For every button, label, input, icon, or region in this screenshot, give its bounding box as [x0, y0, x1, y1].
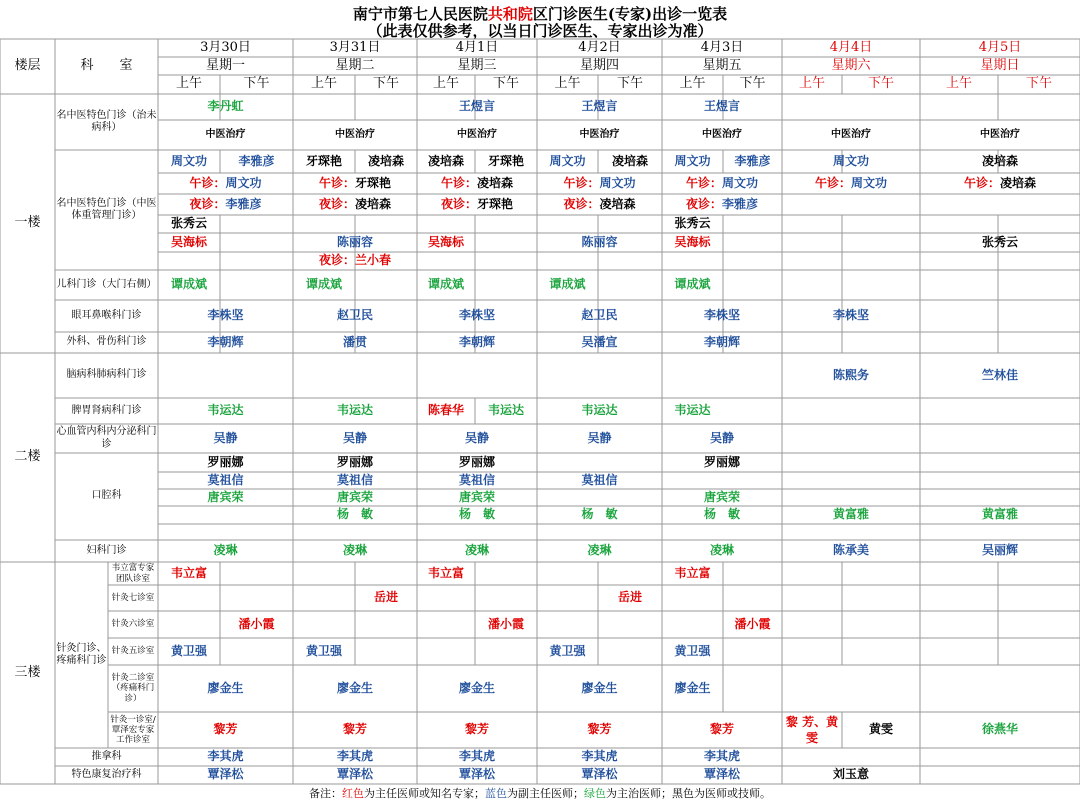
doctor-cell: 廖金生 [336, 680, 373, 695]
doctor-cell: 黎芳 [709, 722, 734, 737]
am-header: 上午 [554, 76, 581, 92]
doctor-cell: 潘小霞 [487, 616, 524, 631]
doctor-cell: 李株坚 [703, 308, 740, 323]
dept-tcm-prevention: 名中医特色门诊（治未病科） [56, 109, 157, 133]
therapy-cell: 中医治疗 [579, 129, 620, 141]
doctor-cell: 黎芳 [464, 722, 489, 737]
doctor-cell: 吴丽辉 [981, 543, 1018, 558]
day-date: 4月3日 [700, 39, 744, 55]
doctor-cell: 韦运达 [336, 403, 373, 418]
doctor-cell: 凌琳 [709, 543, 734, 558]
doctor-cell: 韦立富 [674, 565, 711, 580]
doctor-cell: 李朝辉 [703, 334, 740, 349]
floor-3-label: 三楼 [14, 664, 41, 680]
day-weekday: 星期一 [205, 57, 245, 73]
dept-tuina: 推拿科 [91, 750, 122, 762]
doctor-name: 周文功 [225, 175, 262, 190]
dept-acu-team: 韦立富专家团队诊室 [111, 563, 155, 584]
doctor-cell: 谭成斌 [427, 277, 464, 292]
doctor-name: 周文功 [851, 175, 888, 190]
doctor-cell: 岳进 [373, 590, 398, 605]
doctor-cell: 吴静 [709, 430, 734, 445]
doctor-cell: 莫祖信 [581, 472, 618, 487]
doctor-cell: 黄卫强 [549, 643, 586, 658]
doctor-cell: 凌琳 [587, 543, 612, 558]
title-part-a: 南宁市第七人民医院 [352, 5, 488, 23]
doctor-cell: 罗丽娜 [207, 454, 244, 469]
day-weekday: 星期六 [831, 57, 871, 73]
floor-2-label: 二楼 [14, 449, 41, 465]
noon-cell [663, 174, 781, 193]
doctor-cell: 莫祖信 [458, 472, 495, 487]
night-label: 夜诊： [685, 196, 722, 211]
doctor-cell: 陈丽容 [581, 234, 618, 249]
day-date: 4月2日 [578, 39, 621, 55]
doctor-cell: 张秀云 [674, 216, 711, 231]
floor-1-label: 一楼 [14, 215, 41, 231]
doctor-cell: 谭成斌 [674, 277, 711, 292]
doctor-cell: 黄卫强 [305, 643, 342, 658]
doctor-cell: 李丹虹 [207, 99, 244, 114]
doctor-cell: 刘玉意 [832, 767, 869, 782]
night-cell [538, 195, 661, 214]
doctor-cell: 黎芳 [587, 722, 612, 737]
doctor-cell: 唐宾荣 [336, 489, 373, 504]
am-header: 上午 [310, 76, 337, 92]
dept-pediatrics: 儿科门诊（大门右侧） [56, 278, 157, 290]
pm-header: 下午 [243, 76, 270, 92]
doctor-cell: 凌琳 [342, 543, 367, 558]
day-weekday: 星期五 [702, 57, 742, 73]
doctor-cell: 莫祖信 [207, 472, 244, 487]
day-weekday: 星期四 [579, 57, 619, 73]
doctor-cell: 周文功 [549, 153, 586, 168]
dept-acu-6: 针灸六诊室 [111, 619, 155, 630]
doctor-cell: 韦立富 [170, 565, 207, 580]
doctor-name: 周文功 [599, 175, 636, 190]
dept-rehab: 特色康复治疗科 [71, 768, 142, 780]
footer-red-desc: 为主任医师或知名专家； [364, 787, 485, 800]
day-date: 4月4日 [829, 39, 873, 55]
doctor-cell: 罗丽娜 [458, 454, 495, 469]
doctor-cell: 李朝辉 [458, 334, 495, 349]
doctor-cell: 李其虎 [207, 749, 244, 764]
doctor-cell: 黄雯 [868, 722, 893, 737]
day-date: 3月31日 [329, 39, 381, 55]
doctor-cell: 吴潘宣 [581, 334, 618, 349]
doctor-cell: 凌培森 [611, 153, 648, 168]
doctor-cell: 黄富雅 [832, 507, 869, 522]
am-header: 上午 [945, 76, 972, 92]
night-label: 夜诊： [440, 196, 477, 211]
doctor-cell: 吴海标 [427, 234, 464, 249]
doctor-cell: 杨 敏 [581, 507, 618, 522]
doctor-cell: 罗丽娜 [336, 454, 373, 469]
doctor-name: 牙琛艳 [355, 175, 392, 190]
doctor-cell: 廖金生 [581, 680, 618, 695]
doctor-cell: 李朝辉 [207, 334, 244, 349]
doctor-cell: 杨 敏 [703, 507, 740, 522]
doctor-cell: 覃泽松 [207, 767, 244, 782]
doctor-cell: 罗丽娜 [703, 454, 740, 469]
doctor-name: 李雅彦 [722, 196, 759, 211]
day-date: 4月5日 [978, 39, 1022, 55]
footer-blue-word: 蓝色 [485, 787, 507, 800]
noon-cell [783, 174, 919, 193]
noon-label: 午诊： [563, 175, 600, 190]
noon-label: 午诊： [685, 175, 722, 190]
doctor-cell: 赵卫民 [581, 308, 618, 323]
night-cell [418, 195, 536, 214]
footer-prefix: 备注： [309, 787, 342, 800]
am-header: 上午 [798, 76, 825, 92]
doctor-cell: 吴静 [464, 430, 489, 445]
dept-gastro: 脾胃肾病科门诊 [71, 404, 142, 416]
noon-cell [418, 174, 536, 193]
dept-acupuncture-group: 针灸门诊、疼痛科门诊 [56, 642, 107, 666]
noon-label: 午诊： [440, 175, 477, 190]
doctor-name: 兰小春 [355, 253, 392, 268]
am-header: 上午 [432, 76, 459, 92]
dept-neuro: 脑病科肺病科门诊 [66, 369, 147, 381]
doctor-cell: 莫祖信 [336, 472, 373, 487]
doctor-cell: 凌琳 [464, 543, 489, 558]
footer-red-word: 红色 [342, 787, 364, 800]
doctor-cell: 覃泽松 [458, 767, 495, 782]
doctor-cell: 周文功 [170, 153, 207, 168]
doctor-cell: 黎 芳、黄雯 [785, 714, 839, 745]
doctor-cell: 王煜言 [581, 99, 618, 114]
doctor-cell: 李雅彦 [238, 153, 275, 168]
pm-header: 下午 [616, 76, 643, 92]
therapy-cell: 中医治疗 [457, 129, 497, 141]
doctor-cell: 王煜言 [458, 99, 495, 114]
doctor-cell: 李其虎 [458, 749, 495, 764]
dept-ent: 眼耳鼻喉科门诊 [71, 309, 142, 321]
title-highlight: 共和院 [487, 5, 533, 23]
dept-acu-5: 针灸五诊室 [111, 646, 155, 657]
doctor-cell: 凌培森 [981, 153, 1018, 168]
noon-cell [294, 174, 416, 193]
doctor-cell: 李雅彦 [734, 153, 771, 168]
doctor-cell: 潘小霞 [734, 616, 771, 631]
doctor-cell: 唐宾荣 [207, 489, 244, 504]
day-date: 3月30日 [200, 39, 251, 55]
doctor-cell: 韦运达 [674, 403, 711, 418]
doctor-cell: 杨 敏 [458, 507, 495, 522]
doctor-cell: 吴静 [213, 430, 238, 445]
doctor-name: 凌培森 [477, 175, 514, 190]
night-label: 夜诊： [563, 196, 600, 211]
doctor-cell: 吴静 [342, 430, 367, 445]
dept-acu-2: 针灸二诊室（疼痛科门诊） [111, 673, 155, 704]
doctor-name: 牙琛艳 [477, 196, 514, 211]
doctor-cell: 黄卫强 [170, 643, 207, 658]
doctor-cell: 陈丽容 [336, 234, 373, 249]
doctor-cell: 周文功 [832, 153, 869, 168]
noon-cell [538, 174, 661, 193]
day-weekday: 星期日 [980, 57, 1020, 73]
footer-green-word: 绿色 [584, 787, 606, 800]
pm-header: 下午 [372, 76, 399, 92]
doctor-cell: 黎芳 [213, 722, 238, 737]
noon-label: 午诊： [189, 175, 226, 190]
doctor-cell: 凌琳 [213, 543, 238, 558]
doctor-cell: 谭成斌 [305, 277, 342, 292]
doctor-cell: 吴静 [587, 430, 612, 445]
therapy-cell: 中医治疗 [702, 129, 742, 141]
doctor-cell: 潘贯 [342, 334, 367, 349]
doctor-cell: 廖金生 [674, 680, 711, 695]
am-header: 上午 [679, 76, 706, 92]
doctor-cell: 岳进 [617, 590, 642, 605]
night-label: 夜诊： [189, 196, 226, 211]
night-label: 夜诊： [318, 253, 355, 268]
doctor-cell: 张秀云 [170, 216, 207, 231]
floor-header: 楼层 [14, 58, 41, 74]
doctor-cell: 牙琛艳 [305, 153, 342, 168]
doctor-cell: 周文功 [674, 153, 711, 168]
noon-cell [921, 174, 1079, 193]
night-cell [663, 195, 781, 214]
doctor-cell: 覃泽松 [703, 767, 740, 782]
doctor-cell: 陈春华 [427, 403, 464, 418]
dept-header: 科 室 [80, 58, 133, 74]
doctor-cell: 李其虎 [581, 749, 618, 764]
doctor-cell: 吴海标 [170, 234, 207, 249]
pm-header: 下午 [492, 76, 519, 92]
dept-acu-1: 针灸一诊室/覃泽宏专家工作诊室 [110, 714, 156, 746]
doctor-cell: 覃泽松 [581, 767, 618, 782]
doctor-cell: 唐宾荣 [458, 489, 495, 504]
doctor-cell: 谭成斌 [549, 277, 586, 292]
doctor-cell: 张秀云 [981, 234, 1018, 249]
footer-note [0, 784, 1080, 802]
doctor-cell: 凌培森 [367, 153, 404, 168]
doctor-cell: 廖金生 [458, 680, 495, 695]
doctor-cell: 黄富雅 [981, 507, 1018, 522]
pm-header: 下午 [1025, 76, 1052, 92]
footer-green-desc: 为主治医师；黑色为医师或技师。 [606, 787, 771, 800]
dept-tcm-weight: 名中医特色门诊（中医体重管理门诊） [56, 197, 157, 221]
doctor-name: 李雅彦 [225, 196, 262, 211]
doctor-cell: 李其虎 [703, 749, 740, 764]
therapy-cell: 中医治疗 [831, 129, 871, 141]
doctor-cell: 唐宾荣 [703, 489, 740, 504]
doctor-cell: 凌培森 [427, 153, 464, 168]
am-header: 上午 [175, 76, 202, 92]
therapy-cell: 中医治疗 [980, 129, 1020, 141]
doctor-cell: 李其虎 [336, 749, 373, 764]
doctor-cell: 王煜言 [703, 99, 740, 114]
doctor-name: 凌培森 [355, 196, 392, 211]
doctor-name: 周文功 [722, 175, 759, 190]
therapy-cell: 中医治疗 [205, 129, 246, 141]
night-cell [159, 195, 292, 214]
day-weekday: 星期三 [457, 57, 497, 73]
doctor-name: 凌培森 [599, 196, 636, 211]
doctor-cell: 潘小霞 [238, 616, 275, 631]
doctor-cell: 黎芳 [342, 722, 367, 737]
page-subtitle: （此表仅供参考，以当日门诊医生、专家出诊为准） [367, 22, 713, 40]
dept-dental: 口腔科 [91, 490, 122, 502]
doctor-cell: 黄卫强 [674, 643, 711, 658]
dept-surgery: 外科、骨伤科门诊 [66, 336, 147, 348]
dept-cardio: 心血管内科内分泌科门诊 [56, 426, 157, 450]
therapy-cell: 中医治疗 [335, 129, 375, 141]
doctor-cell: 陈承美 [832, 543, 869, 558]
dept-acu-7: 针灸七诊室 [111, 592, 155, 603]
day-date: 4月1日 [455, 39, 499, 55]
night-cell [294, 253, 416, 269]
doctor-cell: 韦运达 [487, 403, 524, 418]
pm-header: 下午 [867, 76, 894, 92]
pm-header: 下午 [739, 76, 766, 92]
doctor-cell: 廖金生 [207, 680, 244, 695]
doctor-cell: 吴海标 [674, 234, 711, 249]
noon-label: 午诊： [963, 175, 1000, 190]
noon-label: 午诊： [318, 175, 355, 190]
doctor-cell: 韦运达 [581, 403, 618, 418]
doctor-cell: 赵卫民 [336, 308, 373, 323]
doctor-cell: 韦运达 [207, 403, 244, 418]
doctor-cell: 李株坚 [832, 308, 869, 323]
doctor-cell: 李株坚 [458, 308, 495, 323]
dept-gyn: 妇科门诊 [86, 544, 127, 556]
doctor-cell: 李株坚 [207, 308, 244, 323]
doctor-cell: 杨 敏 [336, 507, 373, 522]
night-cell [294, 195, 416, 214]
doctor-cell: 竺林佳 [981, 367, 1018, 382]
doctor-name: 凌培森 [1000, 175, 1037, 190]
doctor-cell: 陈熙务 [832, 367, 869, 382]
noon-label: 午诊： [814, 175, 851, 190]
day-weekday: 星期二 [335, 57, 375, 73]
doctor-cell: 韦立富 [427, 565, 464, 580]
footer-blue-desc: 为副主任医师； [507, 787, 584, 800]
doctor-cell: 徐燕华 [981, 722, 1018, 737]
doctor-cell: 覃泽松 [336, 767, 373, 782]
title-part-b: 区门诊医生(专家)出诊一览表 [532, 5, 728, 23]
doctor-cell: 牙琛艳 [487, 153, 524, 168]
doctor-cell: 谭成斌 [170, 277, 207, 292]
night-label: 夜诊： [318, 196, 355, 211]
noon-cell [159, 174, 292, 193]
